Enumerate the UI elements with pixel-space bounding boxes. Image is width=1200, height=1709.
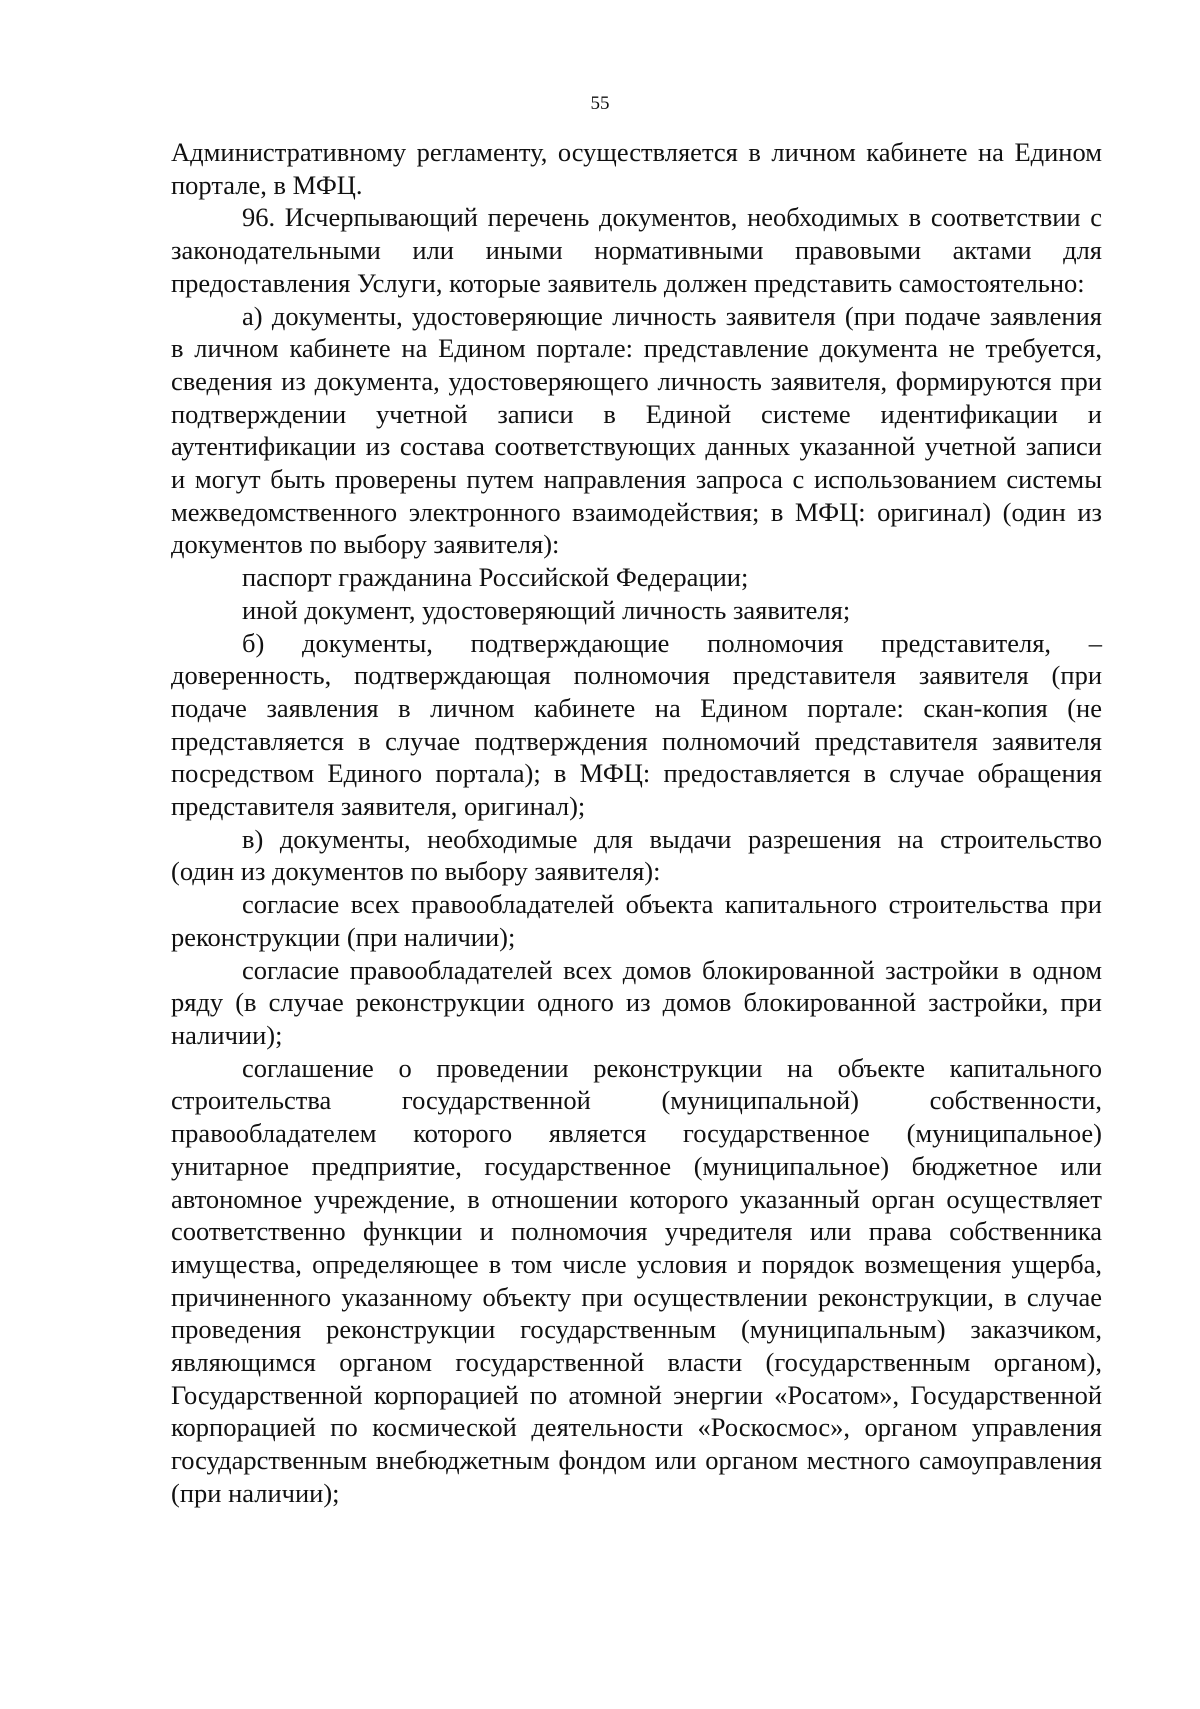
- paragraph-subitem-b: б) документы, подтверждающие полномочия представителя, – доверенность, подтверждающая полномочия представителя заявителя (при подаче заявления в личном кабинете на Едином портале: скан-копия (не представляется в случае подтверждения полномочий представителя заявителя посредством Единого портала); в МФЦ: предоставляется в случае обращения представителя заявителя, оригинал);: [171, 627, 1102, 822]
- paragraph-other-id-document: иной документ, удостоверяющий личность заявителя;: [242, 594, 851, 625]
- paragraph-item-96: 96. Исчерпывающий перечень документов, необходимых в соответствии с законодательными или иными нормативными правовыми актами для предоставления Услуги, которые заявитель должен представить самостоятельно:: [171, 202, 1102, 298]
- paragraph-consent-blocked-houses: согласие правообладателей всех домов блокированной застройки в одном ряду (в случае реконструкции одного из домов блокированной застройки, при наличии);: [171, 954, 1102, 1050]
- paragraph-continuation: Административному регламенту, осуществляется в личном кабинете на Едином портале, в МФЦ.: [171, 137, 1102, 200]
- page-number: 55: [590, 93, 610, 114]
- paragraph-reconstruction-agreement: соглашение о проведении реконструкции на объекте капитального строительства государственной (муниципальной) собственности, правообладателем которого является государственное (муниципальное) унитарное предприятие, государственное (муниципальное) бюджетное или автономное учреждение, в отношении которого указанный орган осуществляет соответственно функции и полномочия учредителя или права собственника имущества, определяющее в том числе условия и порядок возмещения ущерба, причиненного указанному объекту при осуществлении реконструкции, в случае проведения реконструкции государственным (муниципальным) заказчиком, являющимся органом государственной власти (государственным органом), Государственной корпорацией по атомной энергии «Росатом», Государственной корпорацией по космической деятельности «Роскосмос», органом управления государственным внебюджетным фондом или органом местного самоуправления (при наличии);: [171, 1052, 1102, 1508]
- paragraph-subitem-v: в) документы, необходимые для выдачи разрешения на строительство (один из документов по выбору заявителя):: [171, 823, 1102, 887]
- paragraph-consent-all-owners: согласие всех правообладателей объекта капитального строительства при реконструкции (при наличии);: [171, 889, 1102, 952]
- paragraph-subitem-a: а) документы, удостоверяющие личность заявителя (при подаче заявления в личном кабинете на Едином портале: представление документа не требуется, сведения из документа, удостоверяющего личность заявителя, формируются при подтверждении учетной записи в Единой системе идентификации и аутентификации из состава соответствующих данных указанной учетной записи и могут быть проверены путем направления запроса с использованием системы межведомственного электронного взаимодействия; в МФЦ: оригинал) (один из документов по выбору заявителя):: [171, 300, 1102, 560]
- document-body: [171, 136, 1102, 1510]
- paragraph-passport: паспорт гражданина Российской Федерации;: [242, 562, 749, 593]
